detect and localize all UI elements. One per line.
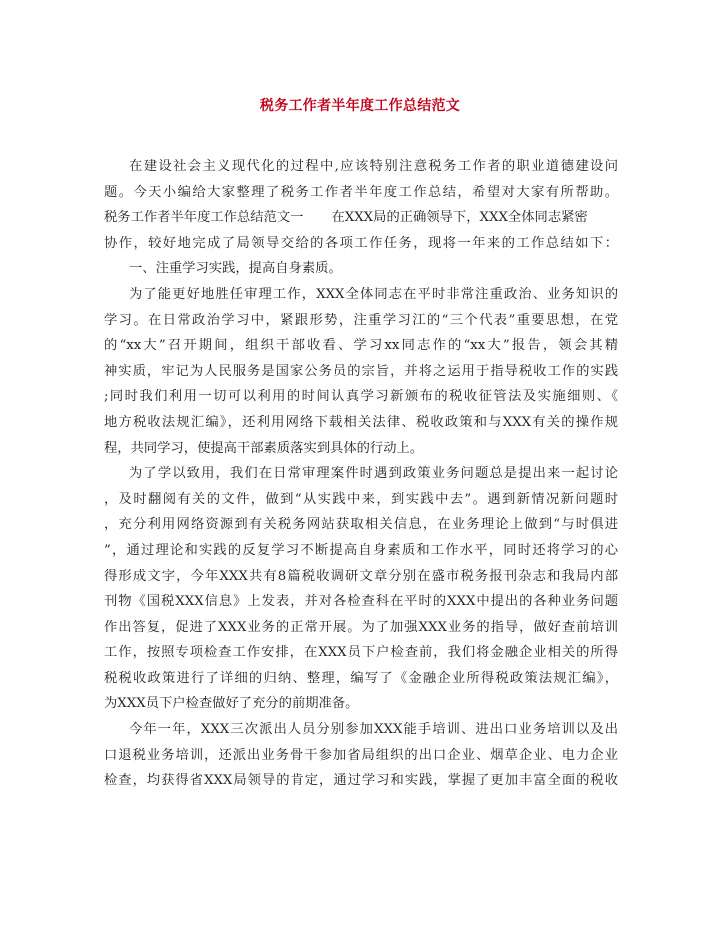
text-line: 为了能更好地胜任审理工作，XXX全体同志在平时非常注重政治、业务知识的 — [129, 286, 618, 302]
text-line: 口退税业务培训，还派出业务骨干参加省局组织的出口企业、烟草企业、电力企业 — [104, 747, 618, 763]
text-line: ，及时翻阅有关的文件，做到“从实践中来，到实践中去”。遇到新情况新问题时 — [104, 491, 618, 507]
text-line: 检查，均获得省XXX局领导的肯定，通过学习和实践，掌握了更加丰富全面的税收 — [104, 773, 618, 789]
subtitle-heading: 税务工作者半年度工作总结范文一 — [104, 210, 304, 226]
text-line: 在建设社会主义现代化的过程中,应该特别注意税务工作者的职业道德建设问 — [129, 159, 618, 174]
text-line: 得形成文字，今年XXX共有8篇税收调研文章分别在盛市税务报刊杂志和我局内部 — [104, 568, 618, 584]
text-line: 神实质，牢记为人民服务是国家公务员的宗旨，并将之运用于指导税收工作的实践 — [104, 363, 618, 379]
text-line: 地方税收法规汇编》，还利用网络下载相关法律、税收政策和与XXX有关的操作规 — [104, 414, 618, 430]
text-line: ”，通过理论和实践的反复学习不断提高自身素质和工作水平，同时还将学习的心 — [104, 542, 618, 558]
text-line: 今年一年，XXX三次派出人员分别参加XXX能手培训、进出口业务培训以及出 — [129, 722, 618, 738]
text-line: ;同时我们利用一切可以利用的时间认真学习新颁布的税收征管法及实施细则、《 — [104, 389, 618, 405]
text-line: ，充分利用网络资源到有关税务网站获取相关信息，在业务理论上做到“与时俱进 — [104, 517, 618, 533]
text-line: 题。今天小编给大家整理了税务工作者半年度工作总结，希望对大家有所帮助。 — [104, 184, 618, 200]
text-line: 税税收政策进行了详细的归纳、整理，编写了《金融企业所得税政策法规汇编》， — [104, 670, 618, 686]
text-line: 为XXX员下户检查做好了充分的前期准备。 — [104, 696, 359, 712]
text-line: 工作，按照专项检查工作安排，在XXX员下户检查前，我们将金融企业相关的所得 — [104, 645, 618, 661]
text-line: 协作，较好地完成了局领导交给的各项工作任务，现将一年来的工作总结如下： — [104, 235, 618, 251]
text-line: 作出答复，促进了XXX业务的正常开展。为了加强XXX业务的指导，做好查前培训 — [104, 619, 618, 635]
text-line: 为了学以致用，我们在日常审理案件时遇到政策业务问题总是提出来一起讨论 — [129, 466, 618, 482]
section-heading: 一、注重学习实践，提高自身素质。 — [129, 261, 342, 277]
text-line: 刊物《国税XXX信息》上发表，并对各检查科在平时的XXX中提出的各种业务问题 — [104, 594, 618, 610]
text-line: 学习。在日常政治学习中，紧跟形势，注重学习江的“三个代表”重要思想，在党 — [104, 312, 618, 328]
document-body — [104, 154, 618, 794]
text-fragment: 在XXX局的正确领导下，XXX全体同志紧密 — [331, 210, 588, 226]
text-line — [104, 205, 618, 231]
text-line: 的“xx大”召开期间，组织干部收看、学习xx同志作的“xx大”报告，领会其精 — [104, 338, 618, 354]
text-line: 程，共同学习，使提高干部素质落实到具体的行动上。 — [104, 440, 424, 456]
document-title: 税务工作者半年度工作总结范文 — [259, 98, 461, 114]
